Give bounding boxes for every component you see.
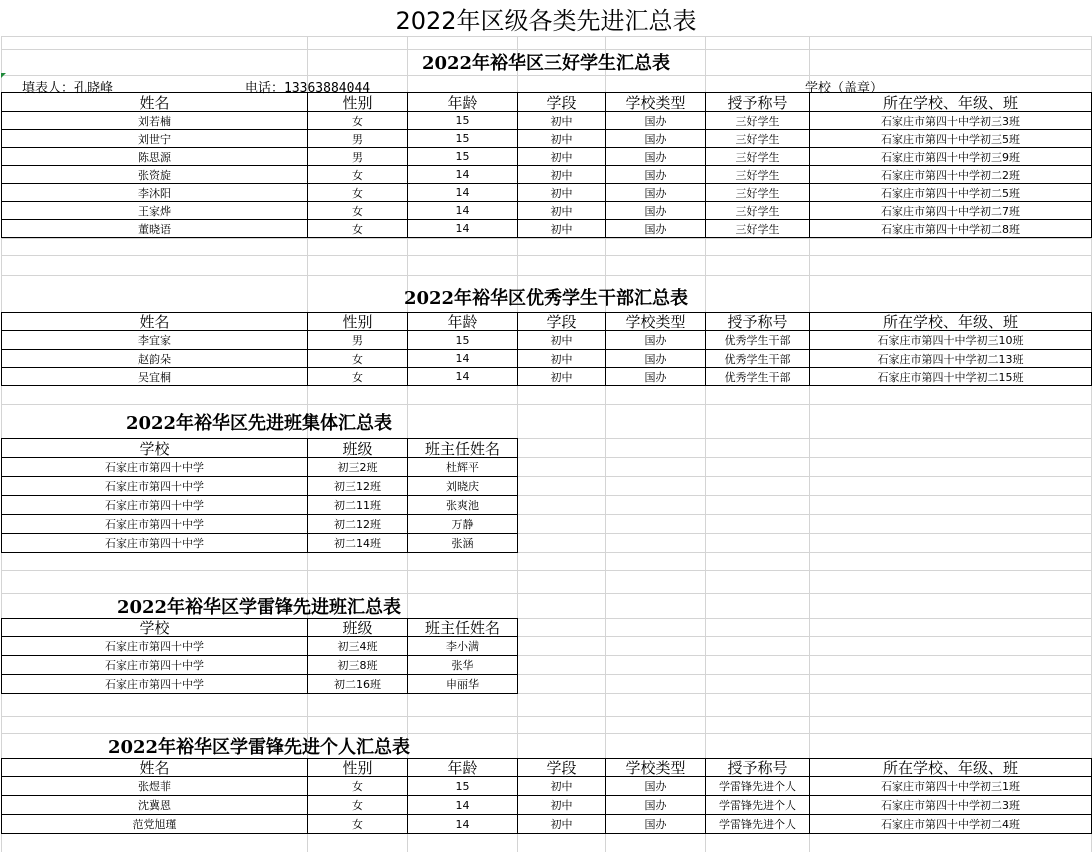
ganbu-table-cell: 国办 [605, 367, 706, 386]
xianjinban-table-cell: 初三2班 [307, 457, 408, 477]
sanhao-table-cell: 石家庄市第四十中学初三3班 [809, 111, 1092, 130]
sanhao-table-cell: 14 [407, 183, 518, 202]
xianjinban-table-cell: 张涵 [407, 533, 518, 553]
sanhao-table-cell: 陈思源 [1, 147, 308, 166]
leifenggeren-header-cell: 学段 [517, 758, 606, 777]
leifengban-table-cell: 石家庄市第四十中学 [1, 636, 308, 656]
sanhao-table-cell: 国办 [605, 111, 706, 130]
xianjinban-header-cell: 班主任姓名 [407, 438, 518, 458]
sanhao-table-cell: 男 [307, 129, 408, 148]
sanhao-table-cell: 石家庄市第四十中学初三9班 [809, 147, 1092, 166]
sanhao-table-cell: 三好学生 [705, 165, 810, 184]
sanhao-table-cell: 女 [307, 201, 408, 220]
leifenggeren-table-cell: 学雷锋先进个人 [705, 795, 810, 815]
ganbu-table-cell: 李宜家 [1, 330, 308, 350]
sanhao-header-cell: 姓名 [1, 92, 308, 112]
ganbu-table-cell: 石家庄市第四十中学初二15班 [809, 367, 1092, 386]
xianjinban-table-cell: 石家庄市第四十中学 [1, 476, 308, 496]
leifengban-table-cell: 石家庄市第四十中学 [1, 655, 308, 675]
ganbu-header-cell: 学校类型 [605, 312, 706, 331]
xianjinban-table-cell: 杜辉平 [407, 457, 518, 477]
sanhao-table-cell: 女 [307, 111, 408, 130]
ganbu-table-cell: 初中 [517, 367, 606, 386]
leifenggeren-header-cell: 性别 [307, 758, 408, 777]
sanhao-table-cell: 初中 [517, 165, 606, 184]
leifenggeren-table-cell: 国办 [605, 814, 706, 834]
leifenggeren-header-cell: 授予称号 [705, 758, 810, 777]
sanhao-header-cell: 学校类型 [605, 92, 706, 112]
sanhao-table-cell: 女 [307, 165, 408, 184]
leifenggeren-table-cell: 15 [407, 776, 518, 796]
sanhao-table-cell: 初中 [517, 129, 606, 148]
sanhao-table-cell: 女 [307, 219, 408, 238]
ganbu-header-cell: 所在学校、年级、班 [809, 312, 1092, 331]
sanhao-table-cell: 15 [407, 111, 518, 130]
sanhao-title: 2022年裕华区三好学生汇总表 [421, 53, 671, 74]
xianjinban-header-cell: 学校 [1, 438, 308, 458]
sanhao-table-cell: 国办 [605, 201, 706, 220]
xianjinban-table-cell: 张爽池 [407, 495, 518, 515]
leifenggeren-header-cell: 所在学校、年级、班 [809, 758, 1092, 777]
gridline-horizontal [1, 36, 1091, 37]
sanhao-table-cell: 三好学生 [705, 219, 810, 238]
leifenggeren-table-cell: 沈冀恩 [1, 795, 308, 815]
ganbu-table-cell: 女 [307, 349, 408, 368]
sanhao-table-cell: 国办 [605, 165, 706, 184]
leifengban-table-cell: 初二16班 [307, 674, 408, 694]
filler-info: 填表人：孔晓峰 [22, 81, 114, 96]
sanhao-header-cell: 所在学校、年级、班 [809, 92, 1092, 112]
leifengban-header-cell: 班主任姓名 [407, 618, 518, 637]
ganbu-header-cell: 姓名 [1, 312, 308, 331]
xianjinban-header-cell: 班级 [307, 438, 408, 458]
xianjinban-table-cell: 初二11班 [307, 495, 408, 515]
ganbu-title: 2022年裕华区优秀学生干部汇总表 [403, 288, 689, 309]
leifenggeren-table-cell: 石家庄市第四十中学初三1班 [809, 776, 1092, 796]
sanhao-table-cell: 14 [407, 219, 518, 238]
leifenggeren-table-cell: 学雷锋先进个人 [705, 814, 810, 834]
sanhao-table-cell: 国办 [605, 183, 706, 202]
sanhao-table-cell: 三好学生 [705, 129, 810, 148]
sanhao-table-cell: 董晓语 [1, 219, 308, 238]
leifenggeren-table-cell: 初中 [517, 776, 606, 796]
sanhao-header-cell: 授予称号 [705, 92, 810, 112]
ganbu-table-cell: 男 [307, 330, 408, 350]
leifengban-title: 2022年裕华区学雷锋先进班汇总表 [116, 597, 402, 618]
sanhao-table-cell: 男 [307, 147, 408, 166]
ganbu-table-cell: 优秀学生干部 [705, 330, 810, 350]
ganbu-table-cell: 石家庄市第四十中学初二13班 [809, 349, 1092, 368]
ganbu-table-cell: 14 [407, 349, 518, 368]
leifenggeren-table-cell: 国办 [605, 795, 706, 815]
leifengban-header-cell: 班级 [307, 618, 408, 637]
ganbu-table-cell: 女 [307, 367, 408, 386]
xianjinban-table-cell: 石家庄市第四十中学 [1, 514, 308, 534]
gridline-horizontal [1, 238, 1091, 239]
leifenggeren-table-cell: 14 [407, 795, 518, 815]
sanhao-table-cell: 三好学生 [705, 111, 810, 130]
leifenggeren-table-cell: 范党旭瑾 [1, 814, 308, 834]
ganbu-header-cell: 学段 [517, 312, 606, 331]
xianjinban-table-cell: 初二14班 [307, 533, 408, 553]
ganbu-table-cell: 国办 [605, 330, 706, 350]
ganbu-table-cell: 石家庄市第四十中学初三10班 [809, 330, 1092, 350]
ganbu-table-cell: 初中 [517, 330, 606, 350]
ganbu-table-cell: 国办 [605, 349, 706, 368]
gridline-horizontal [1, 275, 1091, 276]
sanhao-table-cell: 初中 [517, 219, 606, 238]
leifenggeren-header-cell: 姓名 [1, 758, 308, 777]
phone-info: 电话：13363884044 [245, 81, 371, 96]
gridline-horizontal [1, 75, 1091, 76]
sanhao-table-cell: 刘世宁 [1, 129, 308, 148]
sanhao-table-cell: 初中 [517, 147, 606, 166]
sanhao-table-cell: 石家庄市第四十中学初二7班 [809, 201, 1092, 220]
sanhao-header-cell: 性别 [307, 92, 408, 112]
ganbu-table-cell: 15 [407, 330, 518, 350]
leifenggeren-table-cell: 女 [307, 795, 408, 815]
leifenggeren-table-cell: 初中 [517, 795, 606, 815]
leifenggeren-table-cell: 学雷锋先进个人 [705, 776, 810, 796]
leifengban-table-cell: 李小满 [407, 636, 518, 656]
ganbu-header-cell: 年龄 [407, 312, 518, 331]
sanhao-table-cell: 三好学生 [705, 183, 810, 202]
sanhao-table-cell: 石家庄市第四十中学初二2班 [809, 165, 1092, 184]
leifenggeren-title: 2022年裕华区学雷锋先进个人汇总表 [107, 737, 411, 758]
ganbu-table-cell: 优秀学生干部 [705, 349, 810, 368]
sanhao-table-cell: 初中 [517, 183, 606, 202]
leifengban-table-cell: 初三8班 [307, 655, 408, 675]
main-title: 2022年区级各类先进汇总表 [395, 6, 697, 35]
leifengban-table-cell: 石家庄市第四十中学 [1, 674, 308, 694]
leifengban-table-cell: 申丽华 [407, 674, 518, 694]
xianjinban-table-cell: 刘晓庆 [407, 476, 518, 496]
leifenggeren-table-cell: 女 [307, 814, 408, 834]
xianjinban-table-cell: 初三12班 [307, 476, 408, 496]
sanhao-table-cell: 石家庄市第四十中学初二5班 [809, 183, 1092, 202]
ganbu-table-cell: 优秀学生干部 [705, 367, 810, 386]
sanhao-table-cell: 国办 [605, 219, 706, 238]
sanhao-table-cell: 国办 [605, 147, 706, 166]
xianjinban-table-cell: 石家庄市第四十中学 [1, 457, 308, 477]
leifenggeren-table-cell: 石家庄市第四十中学初二3班 [809, 795, 1092, 815]
xianjinban-table-cell: 初二12班 [307, 514, 408, 534]
leifenggeren-table-cell: 国办 [605, 776, 706, 796]
sanhao-header-cell: 年龄 [407, 92, 518, 112]
leifengban-header-cell: 学校 [1, 618, 308, 637]
xianjinban-table-cell: 石家庄市第四十中学 [1, 533, 308, 553]
ganbu-table-cell: 14 [407, 367, 518, 386]
ganbu-header-cell: 授予称号 [705, 312, 810, 331]
sanhao-table-cell: 14 [407, 201, 518, 220]
sanhao-table-cell: 石家庄市第四十中学初三5班 [809, 129, 1092, 148]
school-seal-info: 学校（盖章） [805, 81, 884, 96]
sanhao-table-cell: 初中 [517, 201, 606, 220]
leifenggeren-header-cell: 学校类型 [605, 758, 706, 777]
sanhao-table-cell: 国办 [605, 129, 706, 148]
leifenggeren-header-cell: 年龄 [407, 758, 518, 777]
leifenggeren-table-cell: 张煜菲 [1, 776, 308, 796]
sanhao-header-cell: 学段 [517, 92, 606, 112]
gridline-horizontal [1, 255, 1091, 256]
xianjinban-title: 2022年裕华区先进班集体汇总表 [125, 413, 393, 434]
sanhao-table-cell: 张资旋 [1, 165, 308, 184]
sanhao-table-cell: 初中 [517, 111, 606, 130]
leifengban-table-cell: 初三4班 [307, 636, 408, 656]
sanhao-table-cell: 14 [407, 165, 518, 184]
xianjinban-table-cell: 万静 [407, 514, 518, 534]
ganbu-table-cell: 初中 [517, 349, 606, 368]
gridline-horizontal [1, 716, 1091, 717]
sanhao-table-cell: 三好学生 [705, 147, 810, 166]
ganbu-table-cell: 吴宜桐 [1, 367, 308, 386]
leifenggeren-table-cell: 14 [407, 814, 518, 834]
sanhao-table-cell: 女 [307, 183, 408, 202]
leifenggeren-table-cell: 女 [307, 776, 408, 796]
ganbu-table-cell: 赵韵朵 [1, 349, 308, 368]
ganbu-header-cell: 性别 [307, 312, 408, 331]
leifenggeren-table-cell: 初中 [517, 814, 606, 834]
sanhao-table-cell: 15 [407, 147, 518, 166]
sanhao-table-cell: 王家烨 [1, 201, 308, 220]
sanhao-table-cell: 石家庄市第四十中学初二8班 [809, 219, 1092, 238]
leifenggeren-table-cell: 石家庄市第四十中学初二4班 [809, 814, 1092, 834]
sanhao-table-cell: 三好学生 [705, 201, 810, 220]
sanhao-table-cell: 李沐阳 [1, 183, 308, 202]
sanhao-table-cell: 15 [407, 129, 518, 148]
leifengban-table-cell: 张华 [407, 655, 518, 675]
xianjinban-table-cell: 石家庄市第四十中学 [1, 495, 308, 515]
gridline-horizontal [1, 404, 1091, 405]
gridline-horizontal [1, 570, 1091, 571]
sanhao-table-cell: 刘若楠 [1, 111, 308, 130]
